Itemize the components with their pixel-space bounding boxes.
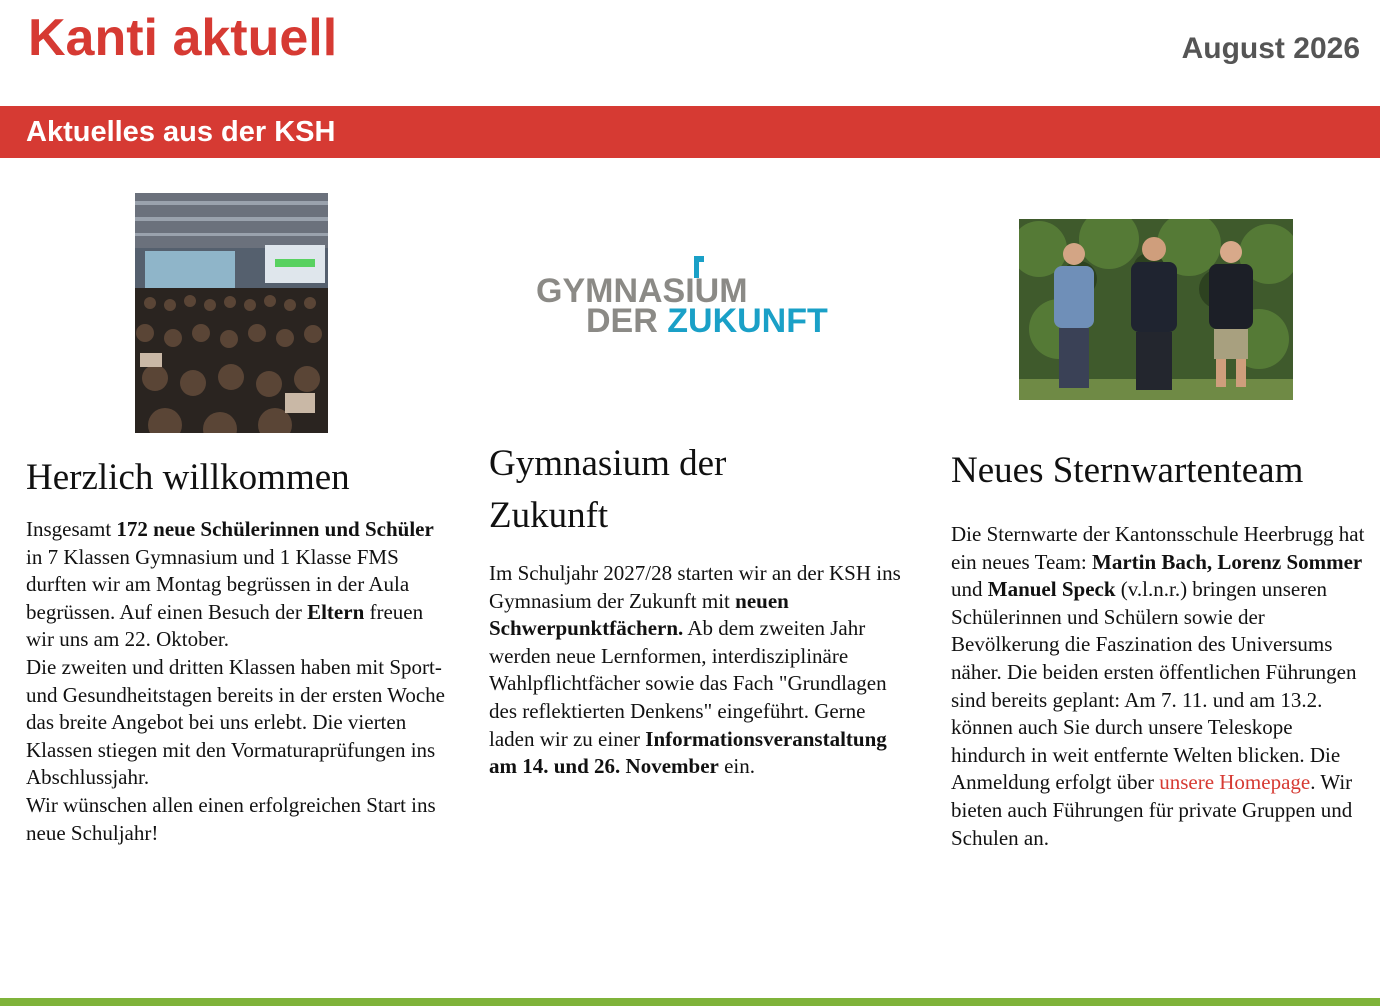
article-heading: Herzlich willkommen	[26, 457, 350, 498]
footer-divider	[0, 998, 1380, 1006]
homepage-link[interactable]: unsere Homepage	[1159, 770, 1311, 795]
section-header: Aktuelles aus der KSH	[0, 106, 1380, 158]
article-body: Im Schuljahr 2027/28 starten wir an der KSH ins Gymnasium der Zukunft mit neuen Schwerpunktfächern. Ab dem zweiten Jahr werden neue Lernformen, interdisziplinäre Wahlpflichtfächer sowie das Fach "Grundlagen des reflektierten Denkens" eingeführt. Gerne laden wir zu einer Informationsveranstaltung am 14. und 26. November ein.	[489, 561, 901, 779]
logo-line-1: GYMNASIUM	[536, 272, 748, 310]
article-welcome	[26, 452, 446, 847]
logo-line-2	[586, 304, 828, 338]
article-heading: Neues Sternwartenteam	[951, 450, 1304, 491]
logo-der: DER	[586, 302, 658, 340]
issue-date: August 2026	[1181, 32, 1360, 65]
article-heading: Gymnasium der Zukunft	[489, 443, 727, 536]
article-observatory-team	[951, 445, 1371, 852]
article-gymnasium-der-zukunft	[489, 438, 909, 781]
article-body: Die Sternwarte der Kantonsschule Heerbrugg hat ein neues Team: Martin Bach, Lorenz Sommer und Manuel Speck (v.l.n.r.) bringen unseren Schülerinnen und Schülern sowie der Bevölkerung die Faszination des Universums näher. Die beiden ersten öffentlichen Führungen sind bereits geplant: Am 7. 11. und am 13.2. können auch Sie durch unsere Teleskope hindurch in weit entfernte Welten blicken. Die Anmeldung erfolgt über unsere Homepage. Wir bieten auch Führungen für private Gruppen und Schulen an.	[951, 522, 1365, 850]
article-body: Insgesamt 172 neue Schülerinnen und Schüler in 7 Klassen Gymnasium und 1 Klasse FMS durften wir am Montag begrüssen in der Aula begrüssen. Auf einen Besuch der Eltern freuen wir uns am 22. Oktober. Die zweiten und dritten Klassen haben mit Sport- und Gesundheitstagen bereits in der ersten Woche das breite Angebot bei uns erlebt. Die vierten Klassen stiegen mit den Vormaturaprüfungen ins Abschlussjahr. Wir wünschen allen einen erfolgreichen Start ins neue Schuljahr!	[26, 517, 445, 845]
observatory-team-photo	[1019, 219, 1293, 400]
newsletter-title: Kanti aktuell	[28, 9, 338, 67]
gymnasium-der-zukunft-logo	[528, 250, 843, 340]
aula-assembly-photo	[135, 193, 328, 433]
logo-zukunft: ZUKUNFT	[667, 302, 828, 340]
